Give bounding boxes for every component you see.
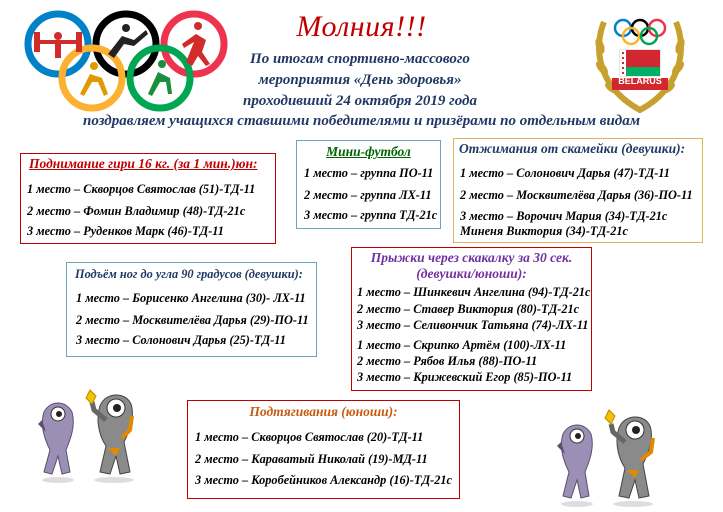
header-line-4: поздравляем учащихся ставшими победителями и призёрами по отдельным видам <box>83 113 640 129</box>
result-line: 1 место – Борисенко Ангелина (30)- ЛХ-11 <box>76 291 306 305</box>
result-line: 3 место – Ворочич Мария (34)-ТД-21с <box>460 209 668 223</box>
result-line: 3 место – Коробейников Александр (16)-ТД-21с <box>195 473 452 487</box>
result-line: 2 место – Москвителёва Дарья (29)-ПО-11 <box>76 313 309 327</box>
mascot-left-icon <box>36 376 152 484</box>
weight-lifting-results <box>20 153 276 244</box>
result-line: 1 место – Скворцов Святослав (20)-ТД-11 <box>195 430 424 444</box>
section-title: Отжимания от скамейки (девушки): <box>459 141 686 156</box>
section-title: Подъём ног до угла 90 градусов (девушки): <box>75 267 303 281</box>
result-line: Миненя Виктория (34)-ТД-21с <box>460 224 629 238</box>
result-line: 1 место – Скворцов Святослав (51)-ТД-11 <box>27 182 256 196</box>
section-title: Подтягивания (юноши): <box>249 404 398 419</box>
result-line: 3 место – Солонович Дарья (25)-ТД-11 <box>76 333 286 347</box>
emblem-label: BELARUS <box>618 76 662 86</box>
result-line: 2 место – Рябов Илья (88)-ПО-11 <box>357 354 538 368</box>
header-line-1: По итогам спортивно-массового <box>250 51 470 67</box>
result-line: 1 место – Скрипко Артём (100)-ЛХ-11 <box>357 338 567 352</box>
result-line: 2 место – группа ЛХ-11 <box>304 188 432 202</box>
pullups-results <box>187 400 460 499</box>
mini-football-results <box>296 140 441 229</box>
section-title: Прыжки через скакалку за 30 сек. (девушки/юноши): <box>370 250 573 281</box>
result-line: 2 место – Караватый Николай (19)-МД-11 <box>195 452 428 466</box>
result-line: 3 место – группа ТД-21с <box>304 208 438 222</box>
result-line: 2 место – Москвителёва Дарья (36)-ПО-11 <box>460 188 693 202</box>
jump-rope-results <box>351 247 592 391</box>
result-line: 3 место – Руденков Марк (46)-ТД-11 <box>27 224 224 238</box>
result-line: 1 место – Солонович Дарья (47)-ТД-11 <box>460 166 670 180</box>
result-line: 3 место – Селивончик Татьяна (74)-ЛХ-11 <box>357 318 589 332</box>
mascot-right-icon <box>553 400 671 508</box>
pushups-results <box>453 138 703 243</box>
result-line: 2 место – Ставер Виктория (80)-ТД-21с <box>357 302 580 316</box>
header-line-2: мероприятия «День здоровья» <box>258 72 462 88</box>
leg-raise-results <box>66 262 317 357</box>
result-line: 1 место – группа ПО-11 <box>304 166 434 180</box>
section-title: Поднимание гири 16 кг. (за 1 мин.)юн: <box>29 156 258 171</box>
page-title: Молния!!! <box>296 10 427 43</box>
section-title: Мини-футбол <box>326 144 411 159</box>
result-line: 2 место – Фомин Владимир (48)-ТД-21с <box>27 204 246 218</box>
result-line: 3 место – Крижевский Егор (85)-ПО-11 <box>357 370 573 384</box>
header-line-3: проходивший 24 октября 2019 года <box>243 93 477 109</box>
result-line: 1 место – Шинкевич Ангелина (94)-ТД-21с <box>357 285 591 299</box>
